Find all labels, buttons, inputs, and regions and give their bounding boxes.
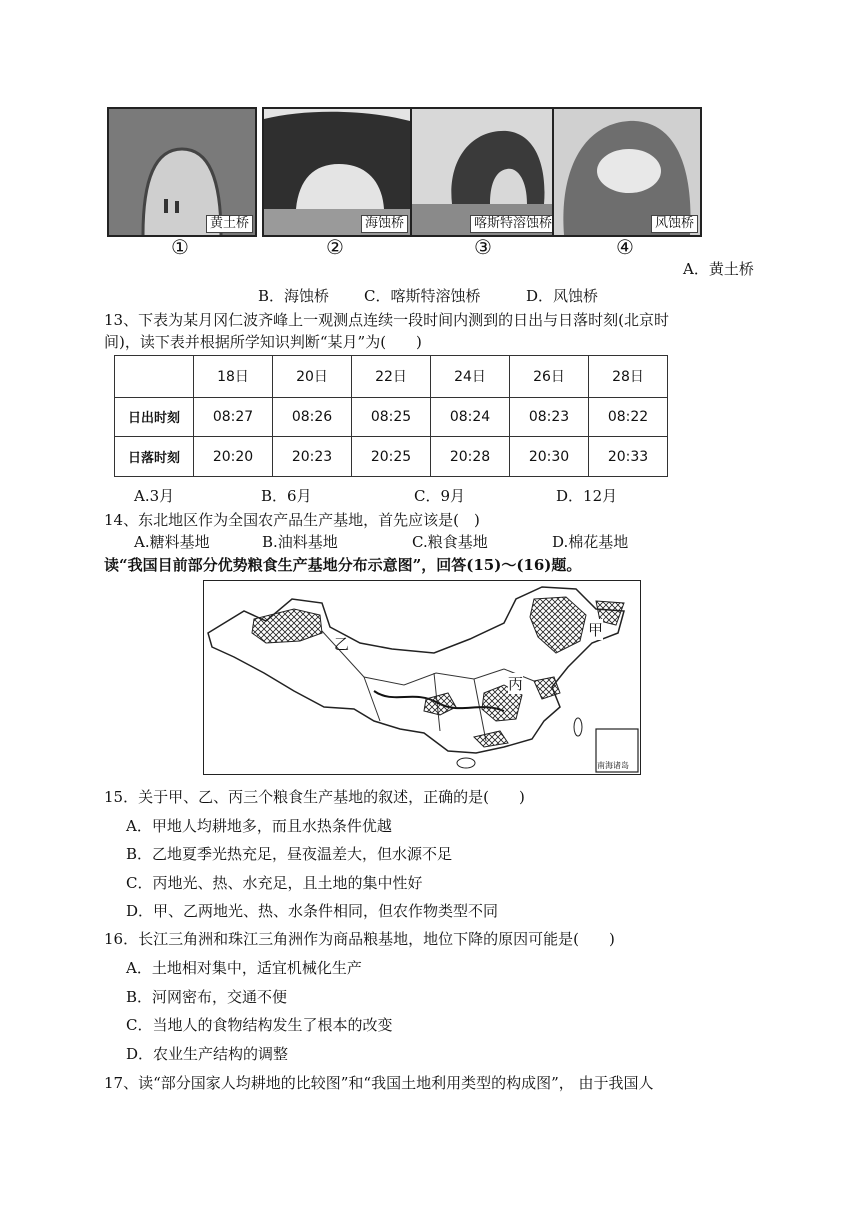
q13-option-a: A.3月 [134,487,175,505]
table-header-cell: 22日 [352,356,431,398]
q16-option-d: D．农业生产结构的调整 [126,1045,289,1063]
q14-option-d: D.棉花基地 [552,533,629,551]
table-row [115,397,668,437]
q12-option-d: D．风蚀桥 [526,287,599,305]
q12-option-c: C．喀斯特溶蚀桥 [364,287,481,305]
table-cell: 08:23 [510,397,589,437]
photo-loess-bridge [107,107,257,237]
table-cell: 08:22 [589,397,668,437]
sunrise-sunset-table [114,355,668,477]
q14-stem: 14、东北地区作为全国农产品生产基地，首先应该是( ) [104,511,480,529]
photo-number: ④ [616,235,634,259]
q16-option-b: B．河网密布，交通不便 [126,988,288,1006]
q16-option-a: A．土地相对集中，适宜机械化生产 [126,959,362,977]
map-label-jia: 甲 [588,621,604,639]
q15-option-b: B．乙地夏季光热充足，昼夜温差大，但水源不足 [126,845,453,863]
table-header-cell: 28日 [589,356,668,398]
photo-karst-bridge [410,107,560,237]
photo-number: ① [171,235,189,259]
table-header-cell: 20日 [273,356,352,398]
table-row-label: 日落时刻 [115,437,194,477]
map-label-bing: 丙 [508,675,524,693]
table-cell: 20:25 [352,437,431,477]
table-header-cell: 18日 [194,356,273,398]
photo-number: ③ [474,235,492,259]
q12-option-b: B．海蚀桥 [258,287,330,305]
q13-option-c: C．9月 [414,487,466,505]
q13-option-b: B．6月 [261,487,312,505]
q13-stem-line1: 13、下表为某月冈仁波齐峰上一观测点连续一段时间内测到的日出与日落时刻(北京时 [104,311,669,329]
table-header-row [115,356,668,398]
q13-stem-line2: 间)，读下表并根据所学知识判断“某月”为( ) [104,333,422,351]
photo-number: ② [326,235,344,259]
q14-option-c: C.粮食基地 [412,533,488,551]
q16-option-c: C．当地人的食物结构发生了根本的改变 [126,1016,393,1034]
q12-option-a: A．黄土桥 [683,260,754,278]
table-cell: 20:30 [510,437,589,477]
photo-wind-erosion-bridge [552,107,702,237]
q14-option-a: A.糖料基地 [134,533,210,551]
q15-option-a: A．甲地人均耕地多，而且水热条件优越 [126,817,392,835]
photo-caption: 黄土桥 [206,215,253,233]
map-intro: 读“我国目前部分优势粮食生产基地分布示意图”，回答(15)～(16)题。 [104,556,582,574]
q15-option-c: C．丙地光、热、水充足，且土地的集中性好 [126,874,423,892]
photo-caption: 海蚀桥 [361,215,408,233]
table-cell: 08:26 [273,397,352,437]
q13-option-d: D．12月 [556,487,618,505]
table-cell: 20:23 [273,437,352,477]
table-cell: 20:20 [194,437,273,477]
photo-caption: 喀斯特溶蚀桥 [470,215,556,233]
table-corner-cell [115,356,194,398]
table-row [115,437,668,477]
table-cell: 08:25 [352,397,431,437]
map-label-yi: 乙 [334,635,350,653]
q17-stem: 17、读“部分国家人均耕地的比较图”和“我国土地利用类型的构成图”， 由于我国人 [104,1074,654,1092]
table-cell: 20:28 [431,437,510,477]
table-cell: 20:33 [589,437,668,477]
table-header-cell: 26日 [510,356,589,398]
q14-option-b: B.油料基地 [262,533,338,551]
map-inset-label: 南海诸岛 [597,761,629,770]
table-cell: 08:27 [194,397,273,437]
table-cell: 08:24 [431,397,510,437]
photo-sea-erosion-bridge [262,107,412,237]
table-header-cell: 24日 [431,356,510,398]
q15-option-d: D．甲、乙两地光、热、水条件相同，但农作物类型不同 [126,902,499,920]
photo-caption: 风蚀桥 [651,215,698,233]
china-grain-base-map [203,580,641,775]
q16-stem: 16．长江三角洲和珠江三角洲作为商品粮基地，地位下降的原因可能是( ) [104,930,615,948]
table-row-label: 日出时刻 [115,397,194,437]
q15-stem: 15．关于甲、乙、丙三个粮食生产基地的叙述，正确的是( ) [104,788,525,806]
